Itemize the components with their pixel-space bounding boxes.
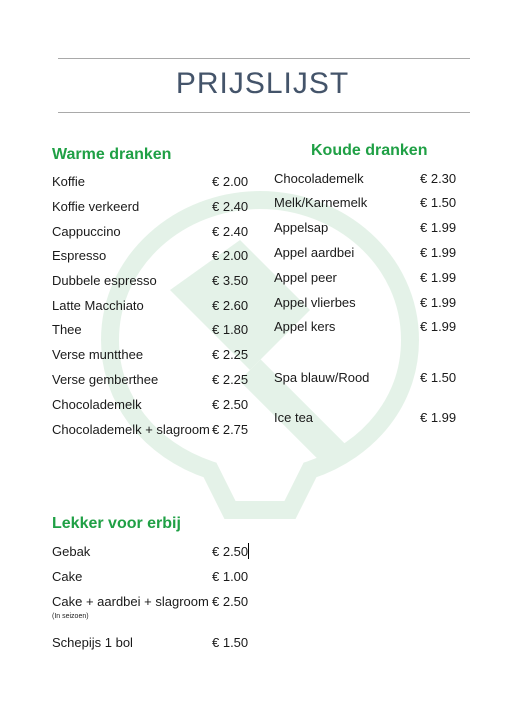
- item-price: € 2.30: [420, 171, 457, 186]
- item-name: Latte Macchiato: [52, 298, 144, 313]
- item-name: Appelsap: [274, 220, 329, 235]
- item-name: Thee: [52, 322, 82, 337]
- item-name: Chocolademelk: [52, 397, 142, 412]
- item-name: Cappuccino: [52, 224, 121, 239]
- item-price: € 3.50: [212, 273, 249, 288]
- cold-drinks-heading: Koude dranken: [311, 142, 428, 159]
- extras-heading: Lekker voor erbij: [52, 515, 181, 532]
- item-note: (In seizoen): [52, 613, 89, 620]
- item-name: Chocolademelk: [274, 171, 364, 186]
- item-price: € 2.25: [212, 372, 249, 387]
- item-name: Espresso: [52, 248, 107, 263]
- item-price: € 2.50: [212, 594, 249, 609]
- item-name: Koffie verkeerd: [52, 199, 140, 214]
- warm-drinks-heading: Warme dranken: [52, 146, 172, 163]
- item-price: € 2.50: [212, 397, 249, 412]
- item-name: Chocolademelk + slagroom: [52, 422, 210, 437]
- item-name: Appel vlierbes: [274, 295, 356, 310]
- item-price: € 2.40: [212, 199, 249, 214]
- bottom-rule: [58, 112, 470, 113]
- item-price: € 2.40: [212, 224, 249, 239]
- item-name: Spa blauw/Rood: [274, 370, 370, 385]
- top-rule: [58, 58, 470, 59]
- item-price: € 2.25: [212, 347, 249, 362]
- item-price: € 2.50: [212, 544, 249, 559]
- item-name: Verse gemberthee: [52, 372, 159, 387]
- item-price: € 2.75: [212, 422, 249, 437]
- item-name: Verse muntthee: [52, 347, 144, 362]
- item-price: € 1.50: [212, 635, 249, 650]
- item-name: Koffie: [52, 174, 86, 189]
- page-title: PRIJSLIJST: [175, 67, 350, 100]
- item-price: € 1.99: [420, 319, 457, 334]
- item-name: Appel kers: [274, 319, 336, 334]
- item-price: € 1.99: [420, 295, 457, 310]
- item-price: € 1.99: [420, 410, 457, 425]
- item-price: € 1.80: [212, 322, 249, 337]
- item-price: € 1.00: [212, 569, 249, 584]
- item-name: Cake + aardbei + slagroom: [52, 594, 209, 609]
- item-name: Gebak: [52, 544, 91, 559]
- item-price: € 1.99: [420, 220, 457, 235]
- text-cursor: [248, 543, 249, 559]
- item-price: € 1.99: [420, 270, 457, 285]
- item-name: Schepijs 1 bol: [52, 635, 133, 650]
- item-name: Appel peer: [274, 270, 337, 285]
- item-name: Melk/Karnemelk: [274, 195, 368, 210]
- item-price: € 1.50: [420, 370, 457, 385]
- item-name: Appel aardbei: [274, 245, 355, 260]
- item-price: € 2.60: [212, 298, 249, 313]
- item-price: € 2.00: [212, 174, 249, 189]
- item-name: Dubbele espresso: [52, 273, 157, 288]
- item-price: € 1.50: [420, 195, 457, 210]
- item-price: € 1.99: [420, 245, 457, 260]
- item-name: Cake: [52, 569, 83, 584]
- item-price: € 2.00: [212, 248, 249, 263]
- item-name: Ice tea: [274, 410, 314, 425]
